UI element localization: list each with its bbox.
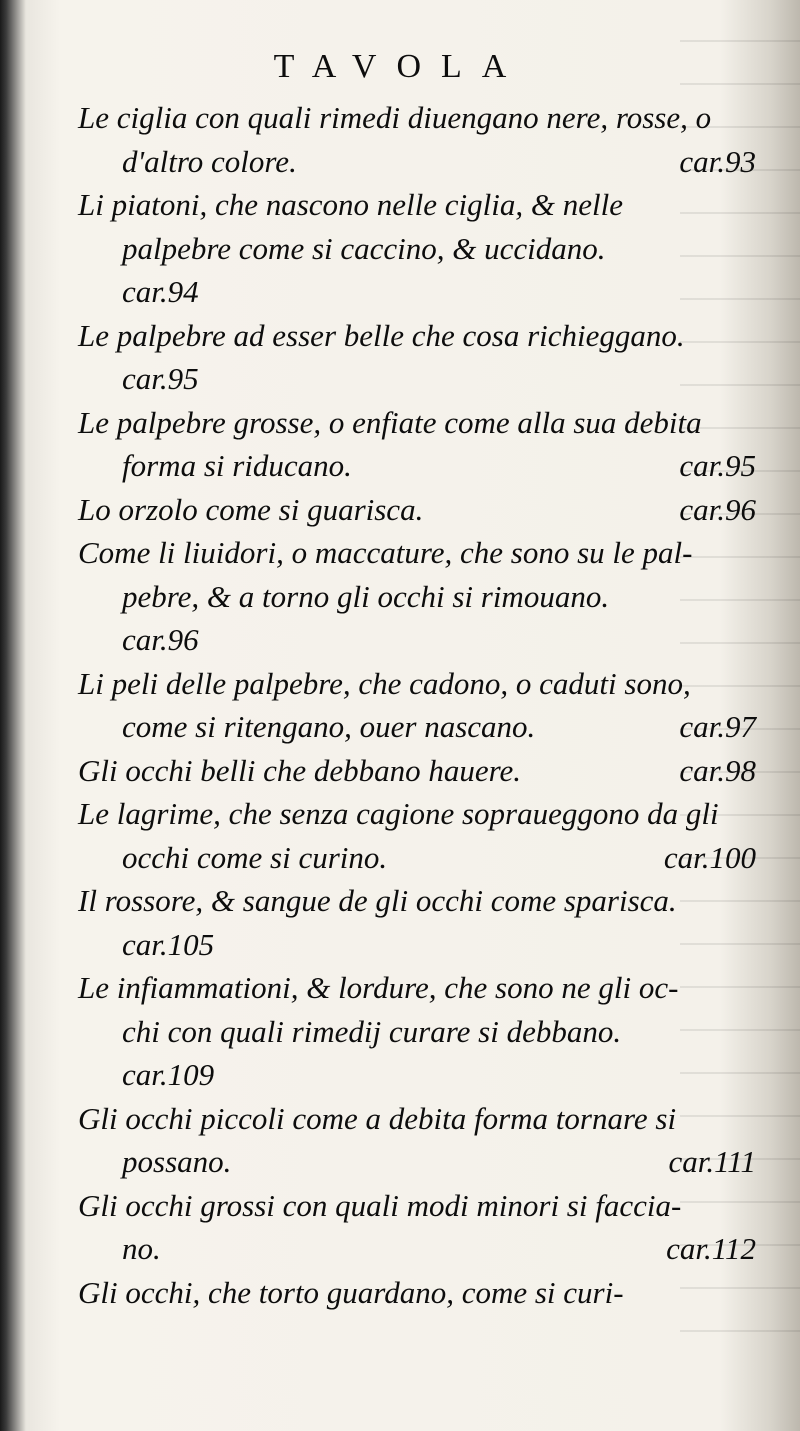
entry-text: palpebre come si caccino, & uccidano. bbox=[122, 230, 606, 266]
entry-text: d'altro colore. bbox=[122, 143, 297, 179]
entry-text: car.95 bbox=[122, 361, 199, 396]
entry-first-line bbox=[78, 1097, 768, 1141]
entry-text: Le palpebre ad esser belle che cosa richieggano. bbox=[78, 317, 685, 353]
entry-first-line bbox=[78, 792, 768, 836]
page-reference: car.112 bbox=[666, 1231, 756, 1266]
entry-text: Gli occhi grossi con quali modi minori si faccia- bbox=[78, 1187, 682, 1223]
entry-first-line bbox=[78, 488, 768, 532]
entry-text: Li peli delle palpebre, che cadono, o caduti sono, bbox=[78, 665, 691, 701]
index-entry bbox=[78, 1097, 768, 1184]
entry-continuation-line bbox=[78, 1010, 768, 1054]
index-entry bbox=[78, 792, 768, 879]
entry-first-line bbox=[78, 879, 768, 923]
entry-text: pebre, & a torno gli occhi si rimouano. bbox=[122, 578, 610, 614]
entry-first-line bbox=[78, 183, 768, 227]
index-entry bbox=[78, 1184, 768, 1271]
page-reference: car.95 bbox=[679, 448, 756, 483]
index-entry bbox=[78, 488, 768, 532]
entry-continuation-line bbox=[78, 1053, 768, 1097]
entry-continuation-line bbox=[78, 357, 768, 401]
page-header: TAVOLA bbox=[273, 48, 527, 85]
entry-text: Come li liuidori, o maccature, che sono su le pal- bbox=[78, 535, 693, 570]
index-entry bbox=[78, 749, 768, 793]
entry-text: car.96 bbox=[122, 622, 199, 657]
entry-continuation-line bbox=[78, 1140, 768, 1184]
entry-text: possano. bbox=[122, 1144, 232, 1179]
entry-first-line bbox=[78, 531, 768, 575]
entry-text: car.105 bbox=[122, 926, 215, 962]
entry-continuation-line bbox=[78, 705, 768, 749]
entry-first-line bbox=[78, 96, 768, 140]
entry-text: Il rossore, & sangue de gli occhi come sparisca. bbox=[78, 883, 677, 918]
entry-continuation-line bbox=[78, 270, 768, 314]
entry-text: Li piatoni, che nascono nelle ciglia, & nelle bbox=[78, 187, 623, 222]
page-reference: car.97 bbox=[679, 709, 756, 744]
entry-text: Le palpebre grosse, o enfiate come alla sua debita bbox=[78, 404, 702, 440]
entry-text: Gli occhi piccoli come a debita forma tornare si bbox=[78, 1100, 677, 1136]
entry-continuation-line bbox=[78, 923, 768, 967]
entry-continuation-line bbox=[78, 618, 768, 662]
entry-first-line bbox=[78, 749, 768, 793]
entry-text: come si ritengano, ouer nascano. bbox=[122, 709, 536, 744]
index-entry bbox=[78, 96, 768, 183]
entry-continuation-line bbox=[78, 227, 768, 271]
entry-continuation-line bbox=[78, 836, 768, 880]
entry-first-line bbox=[78, 401, 768, 445]
page-reference: car.111 bbox=[668, 1144, 756, 1179]
entry-first-line bbox=[78, 662, 768, 706]
index-entry bbox=[78, 879, 768, 966]
entry-continuation-line bbox=[78, 444, 768, 488]
page-reference: car.96 bbox=[679, 491, 756, 527]
entry-text: chi con quali rimedij curare si debbano. bbox=[122, 1013, 622, 1049]
page-reference: car.98 bbox=[679, 752, 756, 788]
index-entries bbox=[78, 96, 768, 1314]
entry-continuation-line bbox=[78, 1227, 768, 1271]
index-entry bbox=[78, 966, 768, 1097]
entry-text: Le lagrime, che senza cagione sopraueggono da gli bbox=[78, 796, 719, 831]
entry-text: forma si riducano. bbox=[122, 448, 352, 483]
entry-text: occhi come si curino. bbox=[122, 839, 388, 875]
entry-text: Gli occhi, che torto guardano, come si curi- bbox=[78, 1274, 624, 1310]
entry-first-line bbox=[78, 1184, 768, 1228]
page-reference: car.100 bbox=[663, 839, 756, 875]
index-entry bbox=[78, 1271, 768, 1315]
index-entry bbox=[78, 183, 768, 314]
index-entry bbox=[78, 401, 768, 488]
entry-text: car.94 bbox=[122, 274, 199, 309]
entry-first-line bbox=[78, 966, 768, 1010]
entry-continuation-line bbox=[78, 575, 768, 619]
entry-first-line bbox=[78, 314, 768, 358]
index-entry bbox=[78, 314, 768, 401]
entry-first-line bbox=[78, 1271, 768, 1315]
entry-text: Gli occhi belli che debbano hauere. bbox=[78, 752, 522, 788]
entry-text: Le ciglia con quali rimedi diuengano nere, rosse, o bbox=[78, 100, 712, 135]
entry-text: Le infiammationi, & lordure, che sono ne gli oc- bbox=[78, 970, 679, 1005]
entry-text: Lo orzolo come si guarisca. bbox=[78, 491, 424, 527]
index-entry bbox=[78, 531, 768, 662]
entry-text: car.109 bbox=[122, 1057, 215, 1092]
page-reference: car.93 bbox=[679, 143, 756, 179]
entry-continuation-line bbox=[78, 140, 768, 184]
index-entry bbox=[78, 662, 768, 749]
entry-text: no. bbox=[122, 1231, 161, 1266]
